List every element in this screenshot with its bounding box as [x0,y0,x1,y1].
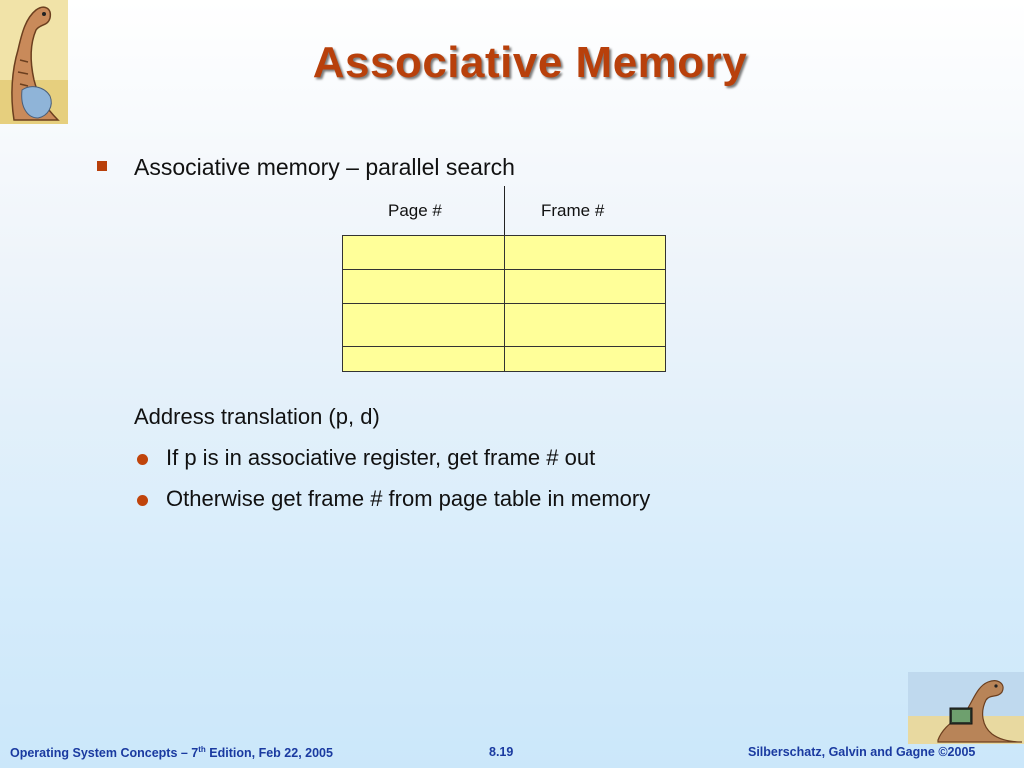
round-bullet-icon [137,495,148,506]
footer-left-sup: th [198,745,206,754]
table-cell [505,304,666,347]
frame-number-header: Frame # [541,201,605,220]
dinosaur-laptop-icon [908,672,1024,744]
footer-left [10,745,333,760]
table-cell [505,270,666,304]
page-number-header: Page # [388,201,442,220]
footer-left-suffix: Edition, Feb 22, 2005 [205,746,333,761]
footer-left-prefix: Operating System Concepts – 7 [10,746,199,761]
sub-bullet-2: Otherwise get frame # from page table in memory [166,486,651,511]
sub-bullet-1: If p is in associative register, get frame # out [166,445,596,470]
footer-right: Silberschatz, Galvin and Gagne ©2005 [748,745,976,759]
round-bullet-icon [137,454,148,465]
table-cell [343,304,505,347]
footer-page-number: 8.19 [489,745,514,759]
main-bullet-text: Associative memory – parallel search [134,154,515,180]
table-cell [505,347,666,371]
slide-title: Associative Memory [312,38,748,87]
table-cell [343,270,505,304]
column-divider [504,186,505,236]
table-cell [505,236,666,270]
square-bullet-icon [97,161,107,171]
table-cell [343,347,505,371]
address-translation-heading: Address translation (p, d) [134,404,380,429]
table-cell [343,236,505,270]
associative-memory-table [342,235,666,372]
